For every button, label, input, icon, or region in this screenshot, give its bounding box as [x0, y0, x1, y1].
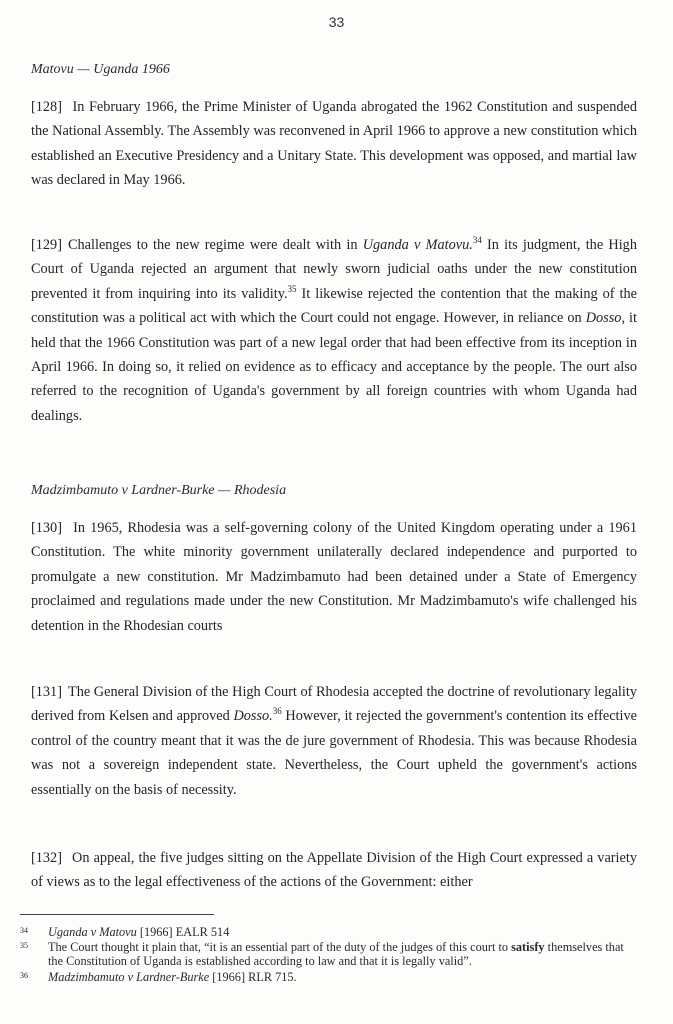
paragraph-text: However, it rejected the government's contention its effective control of the country meant that it was the de jure government of Rhodesia. This was because Rhodesia was not a sovereign independent state. Nevertheless, the Court upheld the government's actions essentially on the basis of necessity.	[31, 708, 637, 798]
paragraph-number: [128]	[31, 99, 62, 115]
paragraph-text: The General Division of the High Court of Rhodesia accepted the doctrine of revolutionary legality derived from Kelsen and approved	[31, 684, 637, 725]
footnote-text: The Court thought it plain that, “it is an essential part of the duty of the judges of this court to	[48, 940, 512, 954]
footnote-mark: 36	[20, 971, 28, 980]
footnote-separator	[20, 914, 214, 915]
paragraph-129	[31, 233, 637, 428]
case-name: Uganda v Matovu	[48, 925, 137, 939]
case-name: Uganda v Matovu.	[362, 237, 473, 253]
case-name: Dosso	[585, 310, 622, 327]
page-number: 33	[328, 14, 345, 30]
section-heading-matovu: Matovu — Uganda 1966	[31, 62, 170, 77]
case-name: Dosso.	[233, 708, 273, 725]
footnote-35	[20, 941, 640, 968]
footnote-ref[interactable]: 34	[472, 235, 482, 246]
footnote-text: themselves that the Constitution of Uganda is established according to law and that it is legally valid”.	[48, 940, 624, 968]
paragraph-132	[31, 846, 637, 895]
paragraph-130	[31, 516, 637, 638]
footnote-ref[interactable]: 35	[287, 284, 297, 295]
paragraph-number: [132]	[31, 850, 62, 866]
footnote-36	[20, 971, 640, 985]
case-name: Madzimbamuto v Lardner-Burke	[48, 970, 210, 984]
paragraph-number: [131]	[31, 684, 62, 700]
footnote-mark: 35	[20, 941, 28, 950]
section-heading-madzimbamuto: Madzimbamuto v Lardner-Burke — Rhodesia	[31, 483, 287, 498]
paragraph-number: [129]	[31, 237, 62, 253]
paragraph-text: It likewise rejected the contention that the making of the constitution was a political act with which the Court could not engage. However, in reliance on	[31, 285, 637, 327]
footnote-text: [1966] RLR 715.	[209, 970, 297, 984]
paragraph-128	[31, 95, 637, 193]
footnote-text: [1966] EALR 514	[136, 925, 230, 939]
footnote-mark: 34	[20, 926, 28, 935]
paragraph-text: Challenges to the new regime were dealt with in	[67, 237, 363, 253]
footnote-ref[interactable]: 36	[272, 706, 282, 717]
paragraph-text: , it held that the 1966 Constitution was part of a new legal order that had been effective from its inception in April 1966. In doing so, it relied on evidence as to efficacy and acceptance by the people. The ourt also referred to the recognition of Uganda's government by all foreign countries with whom Uganda had dealings.	[31, 310, 638, 424]
footnote-34	[20, 926, 640, 940]
paragraph-number: [130]	[31, 520, 62, 536]
paragraph-text: In its judgment, the High Court of Uganda rejected an argument that newly sworn judicial oaths under the new constitution prevented it from inquiring into its validity.	[31, 237, 637, 302]
paragraph-text: In February 1966, the Prime Minister of Uganda abrogated the 1962 Constitution and suspended the National Assembly. The Assembly was reconvened in April 1966 to approve a new constitution which established an Executive Presidency and a Unitary State. This development was opposed, and martial law was declared in May 1966.	[31, 99, 637, 189]
paragraph-text: In 1965, Rhodesia was a self-governing colony of the United Kingdom operating under a 1961 Constitution. The white minority government unilaterally declared independence and purported to promulgate a new constitution. Mr Madzimbamuto had been detained under a State of Emergency proclaimed and regulations made under the new Constitution. Mr Madzimbamuto's wife challenged his detention in the Rhodesian courts	[31, 520, 637, 634]
paragraph-131	[31, 680, 637, 802]
paragraph-text: On appeal, the five judges sitting on the Appellate Division of the High Court expressed a variety of views as to the legal effectiveness of the actions of the Government: either	[31, 850, 637, 891]
emphasis: satisfy	[511, 940, 545, 954]
